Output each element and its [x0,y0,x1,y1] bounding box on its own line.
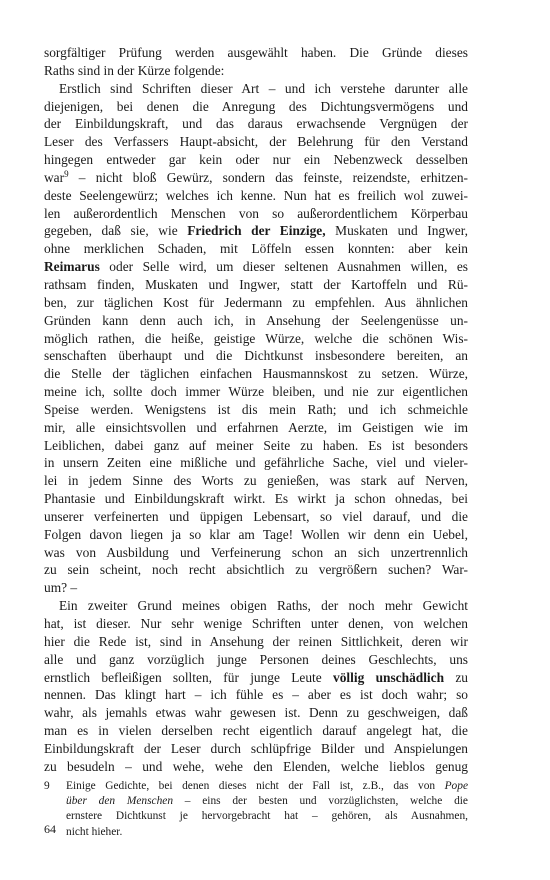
italic-text: über den Menschen [66,795,174,807]
text-line: meine ich, sollte doch immer Würze bleiben, und nie zur eigentlichen [44,384,468,400]
text-line: sorgfältiger Prüfung werden ausgewählt haben. Die Gründe dieses [44,45,468,60]
text-line: unserer verfeinerten und üppigen Lebensart, so viel darauf, und die [44,508,468,524]
text-line: war$^9$ – nicht bloß Gewürz, sondern das feinste, reizendste, erhitzen- [44,168,468,185]
footnote [44,779,468,841]
text-line: len außerordentlich Menschen von so außerordentlichem Körperbau [44,205,468,221]
text-line: ben, zur täglichen Kost für Jedermann zu empfehlen. Aus ähnlichen [44,294,468,310]
paragraph-3 [44,597,468,775]
text-line: Einbildungskraft der Leser durch schlüpfrige Bilder und Anspielungen [44,740,468,756]
text-line: Phantasie und Einbildungskraft wirkt. Es wirkt ja schon ohnedas, bei [44,491,468,507]
text-line: Folgen davon liegen ja so klar am Tage! Wollen wir denn ein Uebel, [44,526,468,542]
text-line: nennen. Das klingt hart – ich fühle es – aber es ist doch wahr; so [44,687,468,703]
footnote-line: ernstere Dichtkunst je hervorgebracht hat – gehören, als Ausnahmen, [66,810,468,823]
text-line: zu besudeln – und wehe, wehe den Elenden, welche lieblos genug [44,758,468,774]
text-line: lei in jedem Sinne des Worts zu genießen, was stark auf Nerven, [44,473,468,489]
text-line: rathsam finden, Muskaten und Ingwer, statt der Kartoffeln und Rü- [44,276,468,292]
text-line: mir, alle einsichtsvollen und erfahrnen Aerzte, im Geistigen wie im [44,419,468,435]
text-line: hingegen entweder gar kein oder nur ein Nebenzweck desselben [44,152,468,168]
text-line: der Einbildungskraft, und das daraus erwachsende Vergnügen der [44,116,468,132]
footnote-line: nicht hieher. [66,825,123,838]
text-line: Gründen kann denn auch ich, in Ansehung der Seelengenüsse un- [44,312,468,328]
main-text [44,44,468,776]
paragraph-1 [44,44,468,80]
footnote-text [66,779,468,841]
emphasized-text: Friedrich der Einzige, [187,223,326,239]
text-line: die Stelle der täglichen einfachen Hausmannskost zu setzen. Würze, [44,366,468,382]
text-line: gegeben, daß sie, wie Friedrich der Einzige, Muskaten und Ingwer, [44,223,468,239]
text-line: möglich rathen, die heiße, geistige Würze, welche die schönen Wis- [44,330,468,346]
text-line: Ein zweiter Grund meines obigen Raths, der noch mehr Gewicht [59,598,468,614]
text-line: ohne merklichen Schaden, mit Löffeln essen konnten: aber kein [44,241,468,257]
text-line: Speise werden. Wenigstens ist dis mein Rath; und ich schmeichle [44,401,468,417]
text-line: deste Seelengewürz; welches ich kenne. Nun hat es freilich wol zuwei- [44,187,468,203]
text-line: Raths sind in der Kürze folgende: [44,62,225,78]
text-line: diejenigen, bei denen die Anregung des Dichtungsvermögens und [44,98,468,114]
italic-text: Pope [444,779,468,792]
text-line: um? – [44,580,78,596]
text-line: hier die Rede ist, sind in Ansehung der reinen Sittlichkeit, deren wir [44,633,468,649]
page-number: 64 [44,822,56,836]
text-line: man es in vielen derselben recht eigentlich darauf angelegt hat, die [44,723,468,739]
text-line: in unsern Zeiten eine mißliche und gefährliche Sache, viel und vieler- [44,455,468,471]
emphasized-text: Reimarus [44,259,100,275]
footnote-line: Einige Gedichte, bei denen dieses nicht der Fall ist, z.B., das von Pope [66,779,468,792]
text-line: Reimarus oder Selle wird, um dieser seltenen Ausnahmen willen, es [44,259,468,275]
footnote-number: 9 [44,779,50,792]
text-line: hat, ist dieser. Nur sehr wenige Schriften unter denen, von welchen [44,616,468,631]
footnote-reference: 9 [64,168,69,179]
text-line: alle und ganz vorzüglich junge Personen deines Geschlechts, uns [44,651,468,667]
text-line: Erstlich sind Schriften dieser Art – und ich verstehe darunter alle [59,80,468,96]
text-line: Leiblichen, dabei ganz auf meiner Seite zu haben. Es ist besonders [44,437,468,453]
text-line: was von Ausbildung und Verfeinerung schon an sich unzertrennlich [44,544,468,560]
text-line: wahr, als jemahls etwas wahr gewesen ist. Denn zu geschweigen, daß [44,705,468,721]
text-line: Leser des Verfassers Haupt-absicht, der Belehrung für den Verstand [44,134,468,150]
paragraph-2 [44,80,468,597]
text-line: zu sein scheint, noch recht absichtlich zu vergrößern suchen? War- [44,562,468,578]
emphasized-text: völlig unschädlich [333,669,445,685]
text-line: ernstlich befleißigen sollten, für junge Leute völlig unschädlich zu [44,669,468,685]
footnote-line: über den Menschen – eins der besten und vorzüglichsten, welche die [66,795,468,807]
text-line: senschaften überhaupt und die Dichtkunst insbesondere bereiten, an [44,348,468,364]
